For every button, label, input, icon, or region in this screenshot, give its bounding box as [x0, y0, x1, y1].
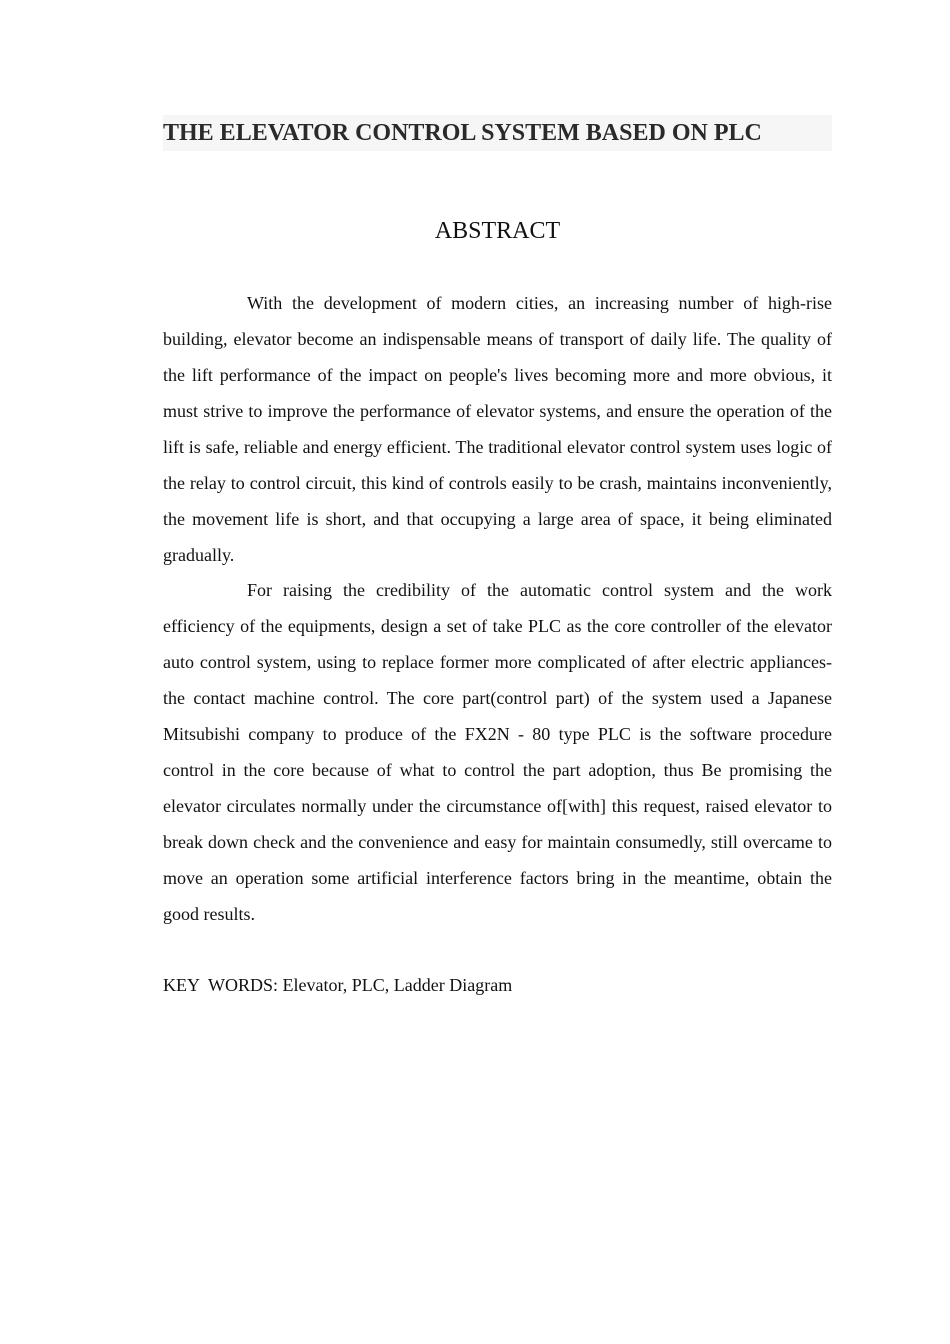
keywords-values: Elevator, PLC, Ladder Diagram	[282, 975, 513, 995]
abstract-paragraph-1: With the development of modern cities, an increasing number of high-rise building, elevator become an indispensable means of transport of daily life. The quality of the lift performance of the impact on people's lives becoming more and more obvious, it must strive to improve the performance of elevator systems, and ensure the operation of the lift is safe, reliable and energy efficient. The traditional elevator control system uses logic of the relay to control circuit, this kind of controls easily to be crash, maintains inconveniently, the movement life is short, and that occupying a large area of space, it being eliminated gradually.	[163, 293, 832, 565]
abstract-heading: ABSTRACT	[434, 218, 561, 244]
keywords-line	[163, 967, 512, 1003]
abstract-paragraph-2: For raising the credibility of the automatic control system and the work efficiency of the equipments, design a set of take PLC as the core controller of the elevator auto control system, using to replace former more complicated of after electric appliances-the contact machine control. The core part(control part) of the system used a Japanese Mitsubishi company to produce of the FX2N - 80 type PLC is the software procedure control in the core because of what to control the part adoption, thus Be promising the elevator circulates normally under the circumstance of[with] this request, raised elevator to break down check and the convenience and easy for maintain consumedly, still overcame to move an operation some artificial interference factors bring in the meantime, obtain the good results.	[163, 580, 832, 924]
keywords-label: KEY WORDS:	[163, 975, 279, 995]
document-title: THE ELEVATOR CONTROL SYSTEM BASED ON PLC	[163, 120, 762, 146]
